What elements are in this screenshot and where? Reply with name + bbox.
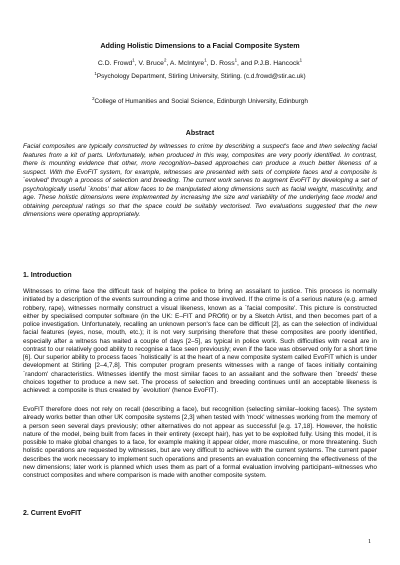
abstract-text: Facial composites are typically constructed by witnesses to crime by describing a suspect's face and then selecting facial features from a kit of parts. Unfortunately, when produced in this way, composites are very poorly identified. In contrast, there is mounting evidence that other, more recognition–based approaches can produce a much better likeness of a suspect. With the EvoFIT system, for example, witnesses are presented with sets of complete faces and a composite is `evolved' through a process of selection and breeding. The current work serves to augment EvoFIT by developing a set of psychologically useful `knobs' that allow faces to be manipulated along dimensions such as facial weight, masculinity, and age. These holistic dimensions were implemented by increasing the size and variability of the underlying face model and obtaining perceptual ratings so that the space could be suitably vectorised. Two evaluations suggested that the new dimensions were operating appropriately.	[23, 143, 377, 218]
author-name: V. Bruce	[138, 60, 164, 67]
author-affiliation-mark: 2	[163, 57, 167, 63]
section-1-paragraph-1: Witnesses to crime face the difficult task of helping the police to bring an assailant to justice. This process is normally initiated by a description of the events surrounding a crime and those involved. If the crime is of a serious nature (e.g. armed robbery, rape), witnesses normally construct a visual likeness, known as a `facial composite'. This picture is constructed either by specialised computer software (in the UK: E–FIT and PROfit) or by a Sketch Artist, and then becomes part of a police investigation. Unfortunately, recalling an unknown person's face can be difficult [2], as can the selection of individual facial features (eyes, nose, mouth, etc.); it is not very surprising therefore that these composites are poorly identified, especially after a witness has waited a couple of days [2–5], as typical in police work. Such difficulties with recall are in contrast to our relatively good ability to recognise a face seen previously; even if the face was observed only for a short time [6]. Our superior ability to process faces `holistically' is at the heart of a new composite system called EvoFIT which is under development at Stirling [2–4,7,8]. This computer program presents witnesses with a range of faces initially containing `random' characteristics. Witnesses identify the most similar faces to an assailant and the software then `breeds' these choices together to produce a new set. The process of selection and breeding continues until an acceptable likeness is achieved: a composite is thus created by `evolution' (hence EvoFIT).	[23, 288, 377, 394]
affiliation-text: Psychology Department, Stirling University, Stirling. (c.d.frowd@stir.ac.uk)	[96, 73, 306, 80]
paper-title: Adding Holistic Dimensions to a Facial Composite System	[100, 41, 300, 50]
abstract-heading: Abstract	[185, 130, 215, 137]
author-name: and P.J.B. Hancock	[240, 60, 300, 67]
affiliation-mark: 2	[92, 95, 95, 101]
author-affiliation-mark: 1	[299, 57, 303, 63]
section-2-heading: 2. Current EvoFIT	[23, 510, 82, 517]
author-affiliation-mark: 1	[132, 57, 135, 63]
section-1-heading: 1. Introduction	[23, 272, 72, 279]
author-name: A. McIntyre	[169, 60, 205, 67]
affiliation-2	[0, 95, 400, 105]
author-name: C.D. Frowd	[97, 60, 133, 67]
author-list: C.D. Frowd$^1$, V. Bruce$^2$, A. McIntyre$^1$, D. Ross$^1$, and P.J.B. Hancock$^1$	[97, 57, 303, 67]
affiliation-text: College of Humanities and Social Science, Edinburgh University, Edinburgh	[94, 98, 308, 105]
affiliation-mark: 1	[94, 70, 97, 76]
author-affiliation-mark: 1	[234, 57, 238, 63]
page-number: 1	[368, 538, 372, 545]
author-name: D. Ross	[210, 60, 235, 67]
section-1-paragraph-2: EvoFIT therefore does not rely on recall (describing a face), but recognition (selecting similar–looking faces). The system already works better than other UK composite systems [2,3] when tested with 'mock' witnesses working from the memory of a person seen several days previously; other alternatives do not appear as successful [e.g. 17,18]. However, the holistic nature of the model, being built from faces in their entirety (except hair), has yet to be exploited fully. Using this model, it is possible to make global changes to a face, for example making it appear older, more masculine, or more threatening. Such holistic operations are requested by witnesses, but are very difficult to achieve with the current systems. The current paper describes the work necessary to implement such operations and presents an evaluation concerning the effectiveness of the new dimensions; later work is planned which uses them as part of a formal evaluation involving participant–witnesses who construct composites and where comparison is made with another composite system.	[23, 406, 377, 479]
affiliation-1	[0, 70, 400, 80]
author-affiliation-mark: 1	[204, 57, 207, 63]
